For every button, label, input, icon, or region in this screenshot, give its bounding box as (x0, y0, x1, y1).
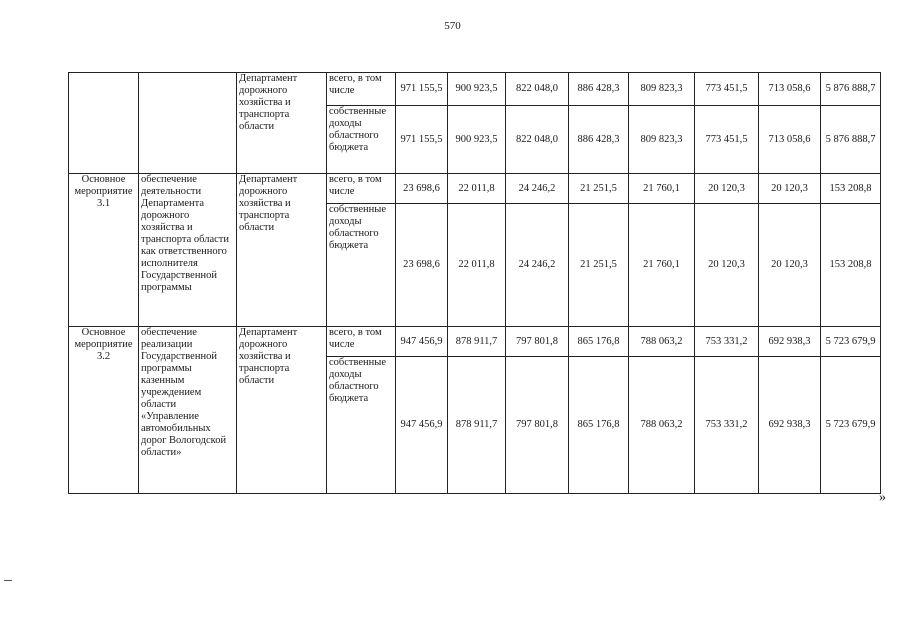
amount-cell: 692 938,3 (759, 327, 821, 357)
funding-source-cell: собственные доходы областного бюджета (327, 106, 396, 174)
amount-cell: 865 176,8 (569, 327, 629, 357)
amount-cell: 900 923,5 (448, 106, 506, 174)
amount-cell: 24 246,2 (506, 174, 569, 204)
amount-cell: 878 911,7 (448, 357, 506, 494)
amount-cell: 21 251,5 (569, 174, 629, 204)
closing-quote: » (879, 490, 886, 505)
amount-cell: 21 251,5 (569, 204, 629, 327)
amount-cell: 753 331,2 (695, 327, 759, 357)
amount-cell: 971 155,5 (396, 73, 448, 106)
amount-cell: 21 760,1 (629, 204, 695, 327)
margin-mark (4, 580, 12, 581)
amount-cell: 21 760,1 (629, 174, 695, 204)
funding-source-cell: всего, в том числе (327, 73, 396, 106)
activity-name-cell: обеспечение деятельности Департамента дорожного хозяйства и транспорта области как ответственного исполнителя Государственной программы (139, 174, 237, 327)
amount-cell: 153 208,8 (821, 204, 881, 327)
amount-cell: 22 011,8 (448, 174, 506, 204)
amount-cell: 5 723 679,9 (821, 327, 881, 357)
amount-cell: 20 120,3 (695, 204, 759, 327)
page-number: 570 (444, 20, 461, 32)
executor-cell: Департамент дорожного хозяйства и транспорта области (237, 73, 327, 174)
executor-cell: Департамент дорожного хозяйства и транспорта области (237, 174, 327, 327)
activity-code-cell (69, 73, 139, 174)
table-row (69, 73, 881, 106)
activity-name-cell: обеспечение реализации Государственной программы казенным учреждением области «Управление автомобильных дорог Вологодской области» (139, 327, 237, 494)
amount-cell: 822 048,0 (506, 73, 569, 106)
amount-cell: 773 451,5 (695, 73, 759, 106)
amount-cell: 886 428,3 (569, 106, 629, 174)
amount-cell: 713 058,6 (759, 106, 821, 174)
funding-source-cell: собственные доходы областного бюджета (327, 204, 396, 327)
amount-cell: 5 876 888,7 (821, 106, 881, 174)
amount-cell: 24 246,2 (506, 204, 569, 327)
amount-cell: 797 801,8 (506, 327, 569, 357)
amount-cell: 900 923,5 (448, 73, 506, 106)
amount-cell: 23 698,6 (396, 204, 448, 327)
amount-cell: 773 451,5 (695, 106, 759, 174)
table-row (69, 327, 881, 357)
amount-cell: 797 801,8 (506, 357, 569, 494)
amount-cell: 865 176,8 (569, 357, 629, 494)
amount-cell: 753 331,2 (695, 357, 759, 494)
funding-source-cell: всего, в том числе (327, 174, 396, 204)
executor-cell: Департамент дорожного хозяйства и транспорта области (237, 327, 327, 494)
amount-cell: 947 456,9 (396, 357, 448, 494)
amount-cell: 809 823,3 (629, 106, 695, 174)
amount-cell: 971 155,5 (396, 106, 448, 174)
amount-cell: 788 063,2 (629, 327, 695, 357)
funding-source-cell: всего, в том числе (327, 327, 396, 357)
amount-cell: 23 698,6 (396, 174, 448, 204)
amount-cell: 22 011,8 (448, 204, 506, 327)
amount-cell: 5 876 888,7 (821, 73, 881, 106)
amount-cell: 20 120,3 (759, 174, 821, 204)
activity-code-cell: Основное мероприятие 3.1 (69, 174, 139, 327)
amount-cell: 809 823,3 (629, 73, 695, 106)
amount-cell: 692 938,3 (759, 357, 821, 494)
budget-table-body (69, 73, 881, 494)
amount-cell: 822 048,0 (506, 106, 569, 174)
amount-cell: 713 058,6 (759, 73, 821, 106)
activity-code-cell: Основное мероприятие 3.2 (69, 327, 139, 494)
budget-table (68, 72, 881, 494)
funding-source-cell: собственные доходы областного бюджета (327, 357, 396, 494)
amount-cell: 886 428,3 (569, 73, 629, 106)
amount-cell: 878 911,7 (448, 327, 506, 357)
amount-cell: 788 063,2 (629, 357, 695, 494)
amount-cell: 947 456,9 (396, 327, 448, 357)
amount-cell: 20 120,3 (759, 204, 821, 327)
activity-name-cell (139, 73, 237, 174)
table-row (69, 174, 881, 204)
amount-cell: 153 208,8 (821, 174, 881, 204)
amount-cell: 20 120,3 (695, 174, 759, 204)
amount-cell: 5 723 679,9 (821, 357, 881, 494)
